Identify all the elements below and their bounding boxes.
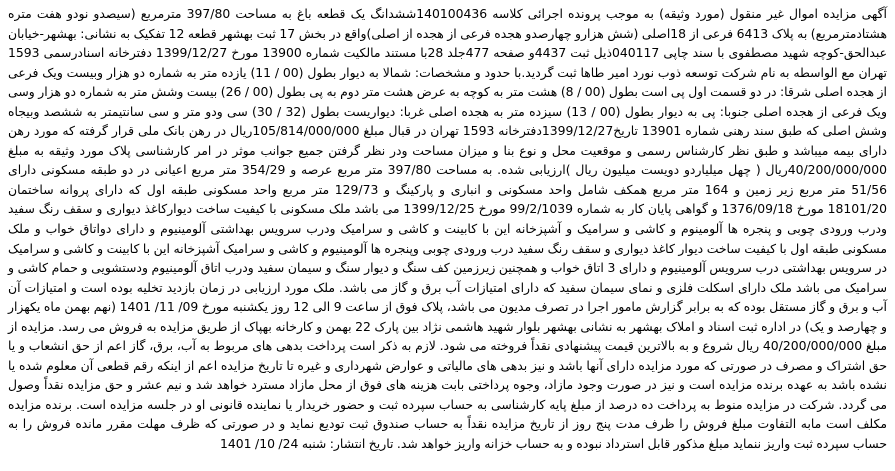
auction-notice-text: آگهی مزایده اموال غیر منقول (مورد وثیقه) به موجب پرونده اجرائی کلاسه 140100436ششدانگ یک قطعه باغ به مساحت 397/80 مترمربع (سیصدو نودو هفت متره هشتادمترمربع) به پلاک 6413 فرعی از 18اصلی (شش هزارو چهارصدو هجده فرعی از هجده از اصلی)واقع در بخش 17 ثبت بهشهر قطعه 12 تفکیک به نشانی: بهشهر-خیابان عبدالحق-کوچه شهید مصطفوی با سند چاپی 040117ذیل ثبت 4437و صفحه 477جلد 28با مستند مالکیت شماره 13900 مورخ 1399/12/27 دفترخانه اسنادرسمی 1593 تهران مع الواسطه به نام شرکت توسعه ذوب نورد امیر طاها ثبت گردید.با حدود و مشخصات: شمالا به دیوار بطول (00 / 11) یازده متر به شماره دو هزار وبیست ویک فرعی از هجده اصلی شرقا: در دو قسمت اول پی است بطول (00 / 8) هشت متر به کوچه به عرض هشت متر دوم به پی بطول (00 / 26) بیست وشش متر به شماره دو هزار وسی ویک فرعی از هجده اصلی جنوبا: پی به دیوار بطول (00 / 13) سیزده متر به هجده اصلی غربا: دیواریست بطول (32 / 30) سی ودو متر و سی سانتیمتر به ششصد وبیجاه وشش اصلی که طبق سند رهنی شماره 13901 تاریخ1399/12/27دفترخانه 1593 تهران در قبال مبلغ 105/814/000/000ریال در رهن بانک ملی قرار گرفته که مورد رهن دارای بیمه میباشد و طبق نظر کارشناس رسمی و موقعیت محل و نوع بنا و میزان مساحت ودر نظر گرفتن جمیع جوانب موثر در امر کارشناسی پلاک مورد وثیقه به مبلغ 40/200/000/000ریال ( چهل میلیاردو دویست میلیون ریال )ارزیابی شده. به مساحت 397/80 متر مربع عرصه و 354/29 متر مربع اعیانی در دو طبقه مسکونی دارای 51/56 متر مربع زیر زمین و 164 متر مربع همکف شامل واحد مسکونی و انباری و پارکینگ و 129/73 متر مربع واحد مسکونی طبقه اول که دارای پروانه ساختمان 18101/20 مورخ 1376/09/18 و گواهی پایان کار به شماره 99/2/1039 مورخ 1399/12/25 می باشد ملک مسکونی با کیفیت ساخت دیوارکاغذ دیواری و سقف رنگ سفید ودرب ورودی چوبی و پنجره ها آلومینوم و کاشی و سرامیک و آشپزخانه این با کابینت و کاشی و سرامیک ودرب سرویس بهداشتی آلومینیوم و دارای دواتاق خواب و ملک مسکونی طبقه اول با کیفیت ساخت دیوار کاغذ دیواری و سقف رنگ سفید درب ورودی چوبی وپنجره ها آلومینیوم و کاشی و سرامیک آشپزخانه این با کابینت و کاشی و سرامیک در سرویس بهداشتی درب سرویس آلومینیوم و دارای 3 اتاق خواب و همچنین زیرزمین کف سنگ و دیوار سنگ و سیمان سفید ودرب اتاق آلومینیوم ودستشویی و حمام کاشی و سرامیک می باشد ملک دارای اسکلت فلزی و نمای سیمان سفید که دارای امتیازات آب برق و گاز می باشد. ملک مورد ارزیابی در زمان بازدید تخلیه بوده است و امتیازات آن آب و برق و گاز مستقل بوده که به برابر گزارش مامور اجرا در تصرف مدیون می باشد، پلاک فوق از ساعت 9 الی 12 روز یکشنبه مورخ 09/ 11/ 1401 (نهم بهمن ماه یکهزار و چهارصد و یک) در اداره ثبت اسناد و املاک بهشهر به نشانی بهشهر بلوار شهید هاشمی نژاد بین پارک 22 بهمن و کارخانه بهپاک از طریق مزایده به فروش می رسد. مزایده از مبلغ 40/200/000/000 ریال شروع و به بالاترین قیمت پیشنهادی نقداً فروخته می شود. لازم به ذکر است پرداخت بدهی های مربوط به آب، برق، گاز اعم از حق انشعاب و یا حق اشتراک و مصرف در صورتی که مورد مزایده دارای آنها باشد و نیز بدهی های مالیاتی و عوارض شهرداری و غیره تا تاریخ مزایده اعم از اینکه رقم قطعی آن معلوم شده یا نشده باشد به عهده برنده مزایده است و نیز در صورت وجود مازاد، وجوه پرداختی بابت هزینه های فوق از محل مازاد مسترد خواهد شد و نیم عشر و حق مزایده نقداً وصول می گردد. شرکت در مزایده منوط به پرداخت ده درصد از مبلغ پایه کارشناسی به حساب سپرده ثبت و حضور خریدار یا نماینده قانونی او در جلسه مزایده است. برنده مزایده مکلف است مابه التفاوت مبلغ فروش را ظرف مدت پنج روز از تاریخ مزایده نقداً به حساب صندوق ثبت تودیع نماید و در صورتی که ظرف مهلت مقرر مانده فروش را به حساب سپرده ثبت واریز ننماید مبلغ مذکور قابل استرداد نبوده و به حساب خزانه واریز خواهد شد. تاریخ انتشار: شنبه 24/ 10/ 1401 bbox=[8, 6, 888, 452]
